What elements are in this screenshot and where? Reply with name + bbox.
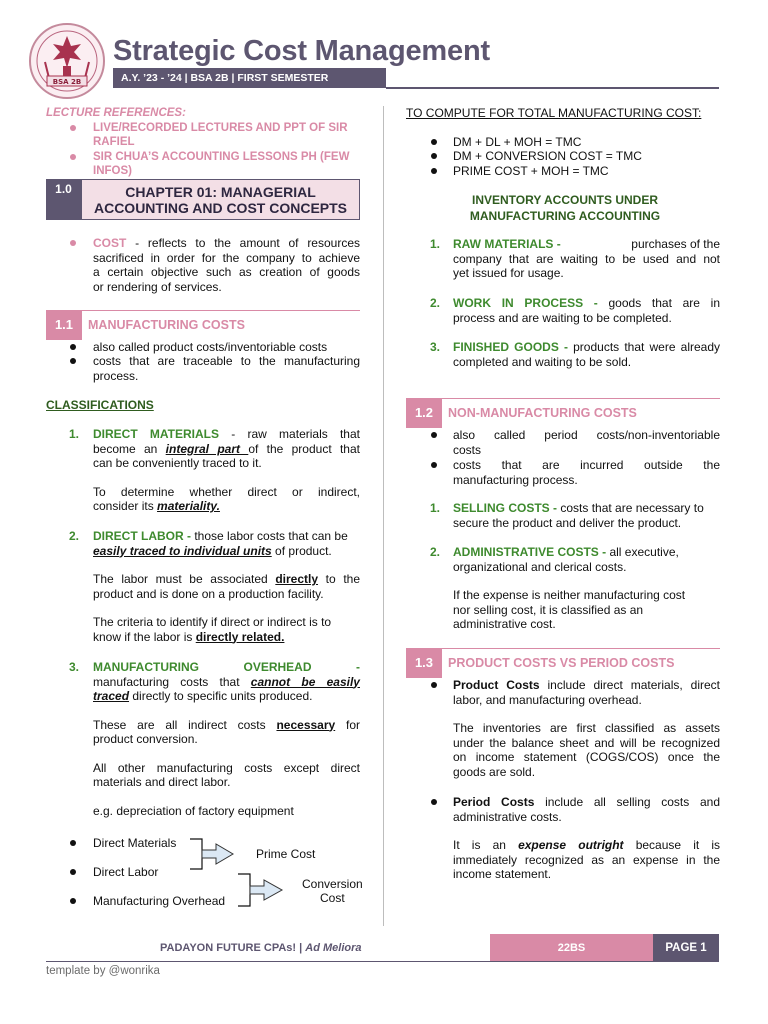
administrative-costs-item: ADMINISTRATIVE COSTS - all executive, organizational and clerical costs. If the expense is neither manufacturing cost nor selling cost, it is classified as an administrative cost. <box>453 545 686 631</box>
template-credit: template by @wonrika <box>46 965 160 977</box>
prime-cost-arrow-icon <box>202 844 233 864</box>
diagram-manufacturing-overhead: Manufacturing Overhead <box>93 894 226 908</box>
bsa-seal-logo <box>27 22 107 100</box>
bullet <box>431 153 437 159</box>
page-number: PAGE 1 <box>653 934 719 962</box>
footer-motto: PADAYON FUTURE CPAs! | Ad Meliora <box>160 942 362 954</box>
fg-number: 3. <box>430 340 441 354</box>
mo-number: 3. <box>69 660 80 674</box>
section-1-1-number: 1.1 <box>46 310 82 340</box>
footer-block: 22BS <box>490 934 653 962</box>
mc-bullet-1: also called product costs/inventoriable costs <box>93 340 328 354</box>
inventory-accounts-heading: INVENTORY ACCOUNTS UNDER MANUFACTURING ACCOUNTING <box>469 193 661 223</box>
footer-rule <box>46 961 719 962</box>
nm-bullet-1: also called period costs/non-inventoriable costs <box>453 428 720 457</box>
work-in-process-item: WORK IN PROCESS - goods that are in process and are waiting to be completed. <box>453 296 721 325</box>
bullet <box>70 869 76 875</box>
bullet <box>70 358 76 364</box>
column-divider <box>383 106 384 926</box>
lecture-ref-1a: LIVE/RECORDED LECTURES AND PPT OF SIR <box>93 122 348 134</box>
document-title: Strategic Cost Management <box>113 35 490 67</box>
finished-goods-item: FINISHED GOODS - products that were already completed and waiting to be sold. <box>453 340 720 369</box>
lecture-ref-1b: RAFIEL <box>93 136 135 148</box>
formula-2: DM + CONVERSION COST = TMC <box>453 149 642 163</box>
rm-number: 1. <box>430 237 441 251</box>
lecture-refs-title: LECTURE REFERENCES: <box>46 107 186 119</box>
section-rule <box>442 398 720 399</box>
diagram-conversion-cost-2: Cost <box>320 891 345 905</box>
bullet <box>431 462 437 468</box>
bullet <box>431 139 437 145</box>
nm-bullet-2: costs that are incurred outside the manufacturing process. <box>453 458 720 487</box>
chapter-title-line-1: CHAPTER 01: MANAGERIAL <box>125 184 316 200</box>
bullet <box>70 840 76 846</box>
sc-number: 1. <box>430 501 441 515</box>
bullet <box>70 344 76 350</box>
lecture-ref-2a: SIR CHUA’S ACCOUNTING LESSONS PH (FEW <box>93 151 350 163</box>
diagram-prime-cost: Prime Cost <box>256 847 316 861</box>
dl-number: 2. <box>69 529 80 543</box>
period-costs-item: Period Costs include all selling costs and administrative costs. It is an expense outright because it is immediately recognized as an expense in the income statement. <box>453 795 720 881</box>
section-1-2-number: 1.2 <box>406 398 442 428</box>
compute-title: TO COMPUTE FOR TOTAL MANUFACTURING COST: <box>406 106 702 120</box>
bullet <box>431 432 437 438</box>
cost-definition: COST - reflects to the amount of resources sacrificed in order for the company to achieve a certain objective such as creation of goods or rendering of services. <box>93 236 360 294</box>
wip-number: 2. <box>430 296 441 310</box>
section-1-3-number: 1.3 <box>406 648 442 678</box>
bullet <box>70 125 76 131</box>
header-rule <box>386 87 719 89</box>
prime-cost-bracket <box>190 839 202 869</box>
product-costs-item: Product Costs include direct materials, direct labor, and manufacturing overhead. The inventories are first classified as assets under the balance sheet and will be recognized on income statement (COGS/COS) once the goods are sold. <box>453 678 720 779</box>
direct-labor-item: DIRECT LABOR - those labor costs that can be easily traced to individual units of product. The labor must be associated directly to the product and is done on a production facility. The criteria to identify if direct or indirect is to know if the labor is directly related. <box>93 529 360 644</box>
raw-materials-item: RAW MATERIALS - purchases of the company that are waiting to be used and not yet issued for usage. <box>453 237 720 280</box>
section-1-3-title: PRODUCT COSTS VS PERIOD COSTS <box>448 656 675 670</box>
diagram-direct-labor: Direct Labor <box>93 865 159 879</box>
chapter-number: 1.0 <box>46 179 81 220</box>
section-rule <box>442 648 720 649</box>
bullet <box>431 799 437 805</box>
section-rule <box>82 310 360 311</box>
semester-bar: A.Y. ’23 - ’24 | BSA 2B | FIRST SEMESTER <box>113 68 386 88</box>
conversion-cost-arrow-icon <box>250 880 282 900</box>
bullet <box>70 154 76 160</box>
manufacturing-overhead-item: MANUFACTURING OVERHEAD - manufacturing costs that cannot be easily traced directly to specific units produced. These are all indirect costs necessary for product conversion. All other manufacturing costs except direct materials and direct labor. e.g. depreciation of factory equipment <box>93 660 361 818</box>
bullet <box>70 240 76 246</box>
formula-1: DM + DL + MOH = TMC <box>453 135 582 149</box>
selling-costs-item: SELLING COSTS - costs that are necessary to secure the product and deliver the product. <box>453 501 704 530</box>
lecture-ref-2b: INFOS) <box>93 165 132 177</box>
dm-number: 1. <box>69 427 80 441</box>
mc-bullet-2b: process. <box>93 369 139 383</box>
section-1-1-title: MANUFACTURING COSTS <box>88 318 245 332</box>
seal-text: BSA 2B <box>52 78 82 86</box>
formula-3: PRIME COST + MOH = TMC <box>453 164 609 178</box>
ac-number: 2. <box>430 545 441 559</box>
diagram-direct-materials: Direct Materials <box>93 836 177 850</box>
chapter-title <box>81 179 360 220</box>
bullet <box>70 898 76 904</box>
direct-materials-item: DIRECT MATERIALS - raw materials that become an integral part of the product that can be conveniently traced to it. To determine whether direct or indirect, consider its materiality. <box>93 427 360 513</box>
diagram-conversion-cost-1: Conversion <box>302 877 363 891</box>
conversion-cost-bracket <box>238 874 250 906</box>
mc-bullet-2a: costs that are traceable to the manufacturing <box>93 354 360 368</box>
classifications-heading: CLASSIFICATIONS <box>46 398 154 412</box>
section-1-2-title: NON-MANUFACTURING COSTS <box>448 406 637 420</box>
bullet <box>431 682 437 688</box>
bullet <box>431 168 437 174</box>
chapter-title-line-2: ACCOUNTING AND COST CONCEPTS <box>93 200 348 216</box>
